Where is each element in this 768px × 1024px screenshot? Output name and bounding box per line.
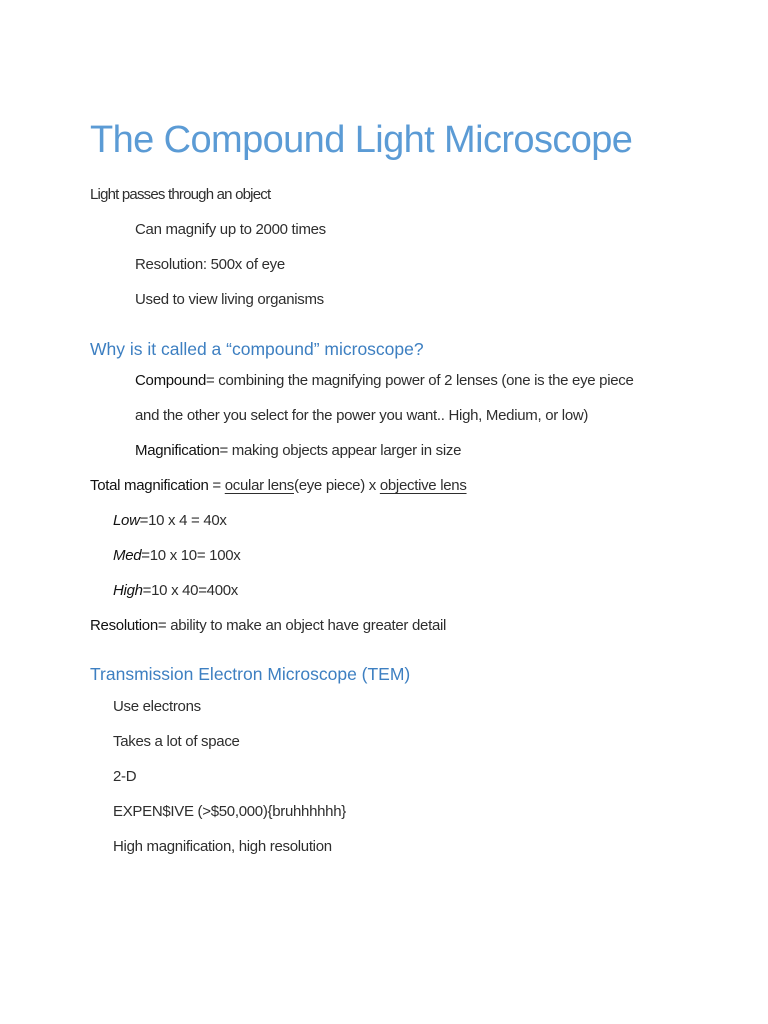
- eye-piece-text: (eye piece) x: [294, 477, 380, 494]
- total-magnification-formula: [90, 476, 467, 496]
- intro-point-3: Used to view living organisms: [135, 291, 324, 308]
- equals-sign: =: [208, 477, 225, 494]
- objective-lens-term: objective lens: [379, 477, 467, 494]
- example-label: High: [113, 582, 143, 599]
- section-heading-compound: Why is it called a “compound” microscope?: [90, 339, 424, 359]
- tem-point-3: 2-D: [113, 768, 137, 785]
- resolution-definition-text: = ability to make an object have greater detail: [157, 617, 447, 634]
- page-title: The Compound Light Microscope: [90, 119, 633, 161]
- section-heading-tem: Transmission Electron Microscope (TEM): [90, 664, 411, 684]
- tem-point-5: High magnification, high resolution: [113, 838, 332, 855]
- compound-definition-line-2: and the other you select for the power you want.. High, Medium, or low): [135, 407, 589, 424]
- magnification-definition-text: = making objects appear larger in size: [219, 442, 462, 459]
- example-calculation: =10 x 4 = 40x: [139, 512, 227, 529]
- compound-definition-line-1: [135, 371, 634, 391]
- intro-text: Light passes through an object: [90, 186, 271, 203]
- example-calculation: =10 x 40=400x: [142, 582, 239, 599]
- resolution-definition: [90, 616, 446, 636]
- intro-point-2: Resolution: 500x of eye: [135, 256, 285, 273]
- total-magnification-term: Total magnification: [90, 477, 209, 494]
- tem-point-4: EXPEN$IVE (>$50,000){bruhhhhhh}: [113, 803, 346, 820]
- tem-point-2: Takes a lot of space: [113, 733, 240, 750]
- magnification-example-med: [113, 546, 241, 566]
- intro-point-1: Can magnify up to 2000 times: [135, 221, 326, 238]
- tem-point-1: Use electrons: [113, 698, 201, 715]
- compound-term: Compound: [135, 372, 206, 389]
- example-label: Low: [113, 512, 140, 529]
- resolution-term: Resolution: [90, 617, 158, 634]
- magnification-example-high: [113, 581, 238, 601]
- magnification-term: Magnification: [135, 442, 220, 459]
- example-label: Med: [113, 547, 142, 564]
- ocular-lens-term: ocular lens: [224, 477, 294, 494]
- example-calculation: =10 x 10= 100x: [141, 547, 241, 564]
- magnification-definition: [135, 441, 461, 461]
- magnification-example-low: [113, 511, 227, 531]
- compound-definition-text: = combining the magnifying power of 2 lenses (one is the eye piece: [205, 372, 634, 389]
